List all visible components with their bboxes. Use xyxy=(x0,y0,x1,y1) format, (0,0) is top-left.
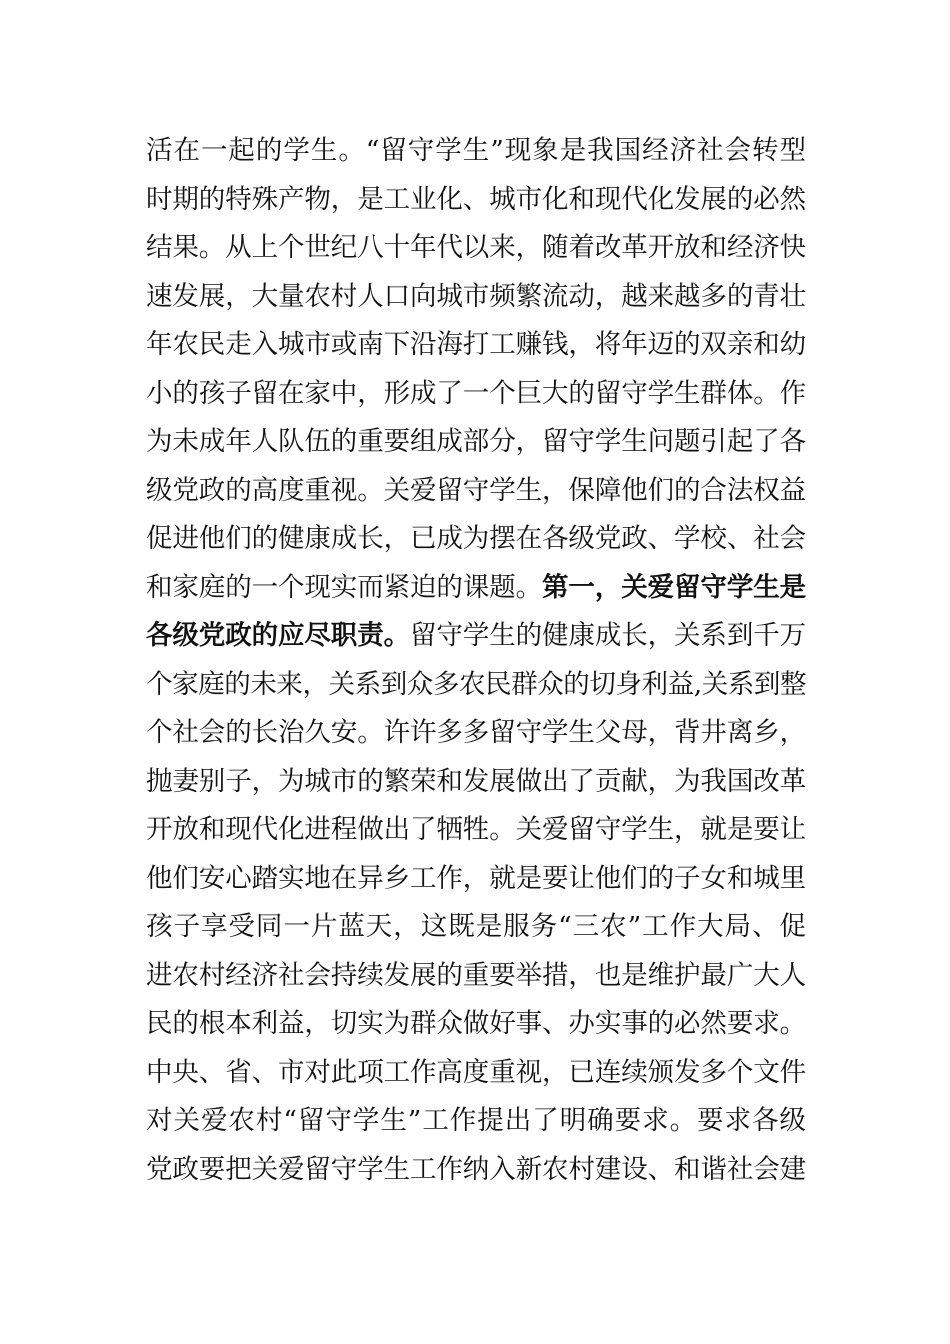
line-text: 抛妻别子，为城市的繁荣和发展做出了贡献，为我国改革 xyxy=(146,765,806,797)
line-text: 孩子享受同一片蓝天，这既是服务“三农”工作大局、促 xyxy=(146,911,806,942)
line-text: 级党政的高度重视。关爱留守学生，保障他们的合法权益 xyxy=(146,474,806,506)
line-text: 结果。从上个世纪八十年代以来，随着改革开放和经济快 xyxy=(146,232,806,263)
text-line xyxy=(146,273,806,322)
text-line xyxy=(146,370,806,419)
text-line xyxy=(146,1000,806,1049)
text-line xyxy=(146,1146,806,1195)
line-text: 民的根本利益，切实为群众做好事、办实事的必然要求。 xyxy=(146,1008,806,1039)
line-text: 他们安心踏实地在异乡工作，就是要让他们的子女和城里 xyxy=(146,862,806,894)
text-line xyxy=(146,418,806,467)
line-text: 开放和现代化进程做出了牺牲。关爱留守学生，就是要让 xyxy=(146,814,806,845)
line-text: 活在一起的学生。“留守学生”现象是我国经济社会转型 xyxy=(146,135,806,166)
line-text: 时期的特殊产物，是工业化、城市化和现代化发展的必然 xyxy=(146,183,806,215)
line-text: 年农民走入城市或南下沿海打工赚钱，将年迈的双亲和幼 xyxy=(146,329,806,360)
line-text: 留守学生的健康成长，关系到千万 xyxy=(410,620,807,651)
bold-heading-text: 各级党政的应尽职责。 xyxy=(146,620,411,651)
text-line xyxy=(146,1097,806,1146)
line-text: 和家庭的一个现实而紧迫的课题。 xyxy=(146,571,543,603)
line-text: 促进他们的健康成长，已成为摆在各级党政、学校、社会 xyxy=(146,523,806,554)
body-text xyxy=(146,127,806,1194)
line-text: 个家庭的未来，关系到众多农民群众的切身利益,关系到整 xyxy=(146,668,806,700)
text-line xyxy=(146,1049,806,1098)
text-line xyxy=(146,758,806,807)
text-line xyxy=(146,224,806,273)
line-text: 中央、省、市对此项工作高度重视，已连续颁发多个文件 xyxy=(146,1056,806,1088)
text-line xyxy=(146,903,806,952)
line-text: 为未成年人队伍的重要组成部分，留守学生问题引起了各 xyxy=(146,426,806,457)
line-text: 进农村经济社会持续发展的重要举措，也是维护最广大人 xyxy=(146,959,806,991)
text-line xyxy=(146,661,806,710)
line-text: 党政要把关爱留守学生工作纳入新农村建设、和谐社会建 xyxy=(146,1153,806,1185)
line-text: 个社会的长治久安。许许多多留守学生父母，背井离乡， xyxy=(146,717,806,748)
line-text: 速发展，大量农村人口向城市频繁流动，越来越多的青壮 xyxy=(146,280,806,312)
text-line xyxy=(146,467,806,516)
text-line xyxy=(146,952,806,1001)
text-line xyxy=(146,321,806,370)
bold-heading-text: 第一，关爱留守学生是 xyxy=(542,571,806,603)
line-text: 小的孩子留在家中，形成了一个巨大的留守学生群体。作 xyxy=(146,377,806,409)
text-line xyxy=(146,176,806,225)
text-line xyxy=(146,564,806,613)
text-line xyxy=(146,709,806,758)
text-line xyxy=(146,515,806,564)
text-line xyxy=(146,612,806,661)
line-text: 对关爱农村“留守学生”工作提出了明确要求。要求各级 xyxy=(146,1105,806,1136)
text-line xyxy=(146,127,806,176)
text-line xyxy=(146,855,806,904)
text-line xyxy=(146,806,806,855)
